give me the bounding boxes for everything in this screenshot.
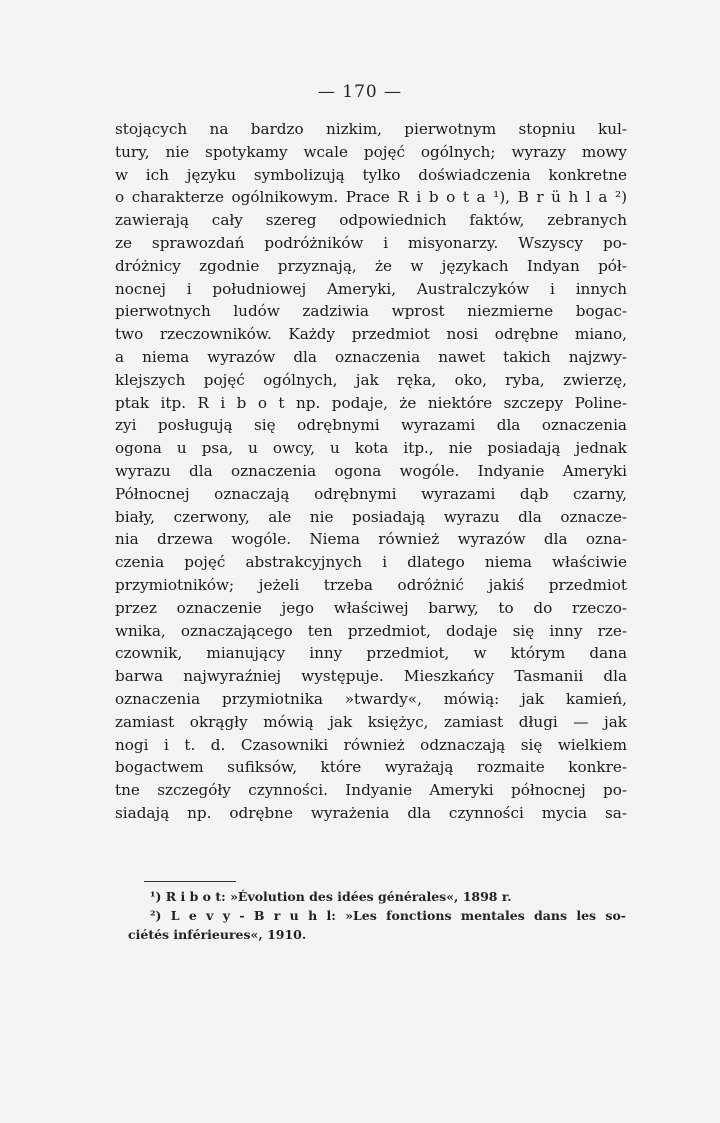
text-line: zawierają cały szereg odpowiednich faktów, zebranych [115,211,627,230]
footnotes [128,887,626,944]
text-line: czownik, mianujący inny przedmiot, w którym dana [115,644,627,663]
footnote-1: ¹) R i b o t: »Évolution des idées générales«, 1898 r. [150,889,512,904]
text-line: siadają np. odrębne wyrażenia dla czynności mycia sa- [115,803,627,822]
text-line: bogactwem sufiksów, które wyrażają rozmaite konkre- [115,758,627,777]
text-line: wyrazu dla oznaczenia ogona wogóle. Indyanie Ameryki [115,461,627,480]
text-line: zyi posługują się odrębnymi wyrazami dla oznaczenia [115,416,627,435]
text-line: Północnej oznaczają odrębnymi wyrazami dąb czarny, [115,484,627,503]
text-line: o charakterze ogólnikowym. Prace R i b o t a ¹), B r ü h l a ²) [115,188,627,207]
footnote-2-line-1: ²) L e v y - B r u h l: »Les fonctions mentales dans les so- [150,908,626,923]
text-line: ptak itp. R i b o t np. podaje, że niektóre szczepy Poline- [115,393,627,412]
text-line: barwa najwyraźniej występuje. Mieszkańcy Tasmanii dla [115,667,627,686]
body-text [115,118,627,825]
text-line: a niema wyrazów dla oznaczenia nawet takich najzwy- [115,347,627,366]
text-line: nogi i t. d. Czasowniki również odznaczają się wielkiem [115,735,627,754]
text-line: ze sprawozdań podróżników i misyonarzy. Wszyscy po- [115,233,627,252]
text-line: ogona u psa, u owcy, u kota itp., nie posiadają jednak [115,439,627,458]
text-line: przymiotników; jeżeli trzeba odróżnić jakiś przedmiot [115,575,627,594]
footnote-2-line-2: ciétés inférieures«, 1910. [128,927,307,942]
text-line: tne szczegóły czynności. Indyanie Ameryki północnej po- [115,781,627,800]
text-line: w ich języku symbolizują tylko doświadczenia konkretne [115,165,627,184]
text-line: przez oznaczenie jego właściwej barwy, to do rzeczo- [115,598,627,617]
text-line: klejszych pojęć ogólnych, jak ręka, oko, ryba, zwierzę, [115,370,627,389]
text-line: nocnej i południowej Ameryki, Australczyków i innych [115,279,627,298]
text-line: tury, nie spotykamy wcale pojęć ogólnych; wyrazy mowy [115,142,627,161]
text-line: czenia pojęć abstrakcyjnych i dlatego niema właściwie [115,553,627,572]
page-number: — 170 — [317,82,403,102]
text-line: stojących na bardzo nizkim, pierwotnym stopniu kul- [115,120,627,138]
text-line: wnika, oznaczającego ten przedmiot, dodaje się inny rze- [115,621,627,640]
text-line: zamiast okrągły mówią jak księżyc, zamiast długi — jak [115,712,627,731]
text-line: oznaczenia przymiotnika »twardy«, mówią: jak kamień, [115,689,627,708]
text-line: dróżnicy zgodnie przyznają, że w językach Indyan pół- [115,256,627,275]
text-line: pierwotnych ludów zadziwia wprost niezmierne bogac- [115,302,627,321]
text-line: two rzeczowników. Każdy przedmiot nosi odrębne miano, [115,325,627,344]
footnote-divider [144,881,236,882]
text-line: nia drzewa wogóle. Niema również wyrazów dla ozna- [115,530,627,549]
text-line: biały, czerwony, ale nie posiadają wyrazu dla oznacze- [115,507,627,526]
